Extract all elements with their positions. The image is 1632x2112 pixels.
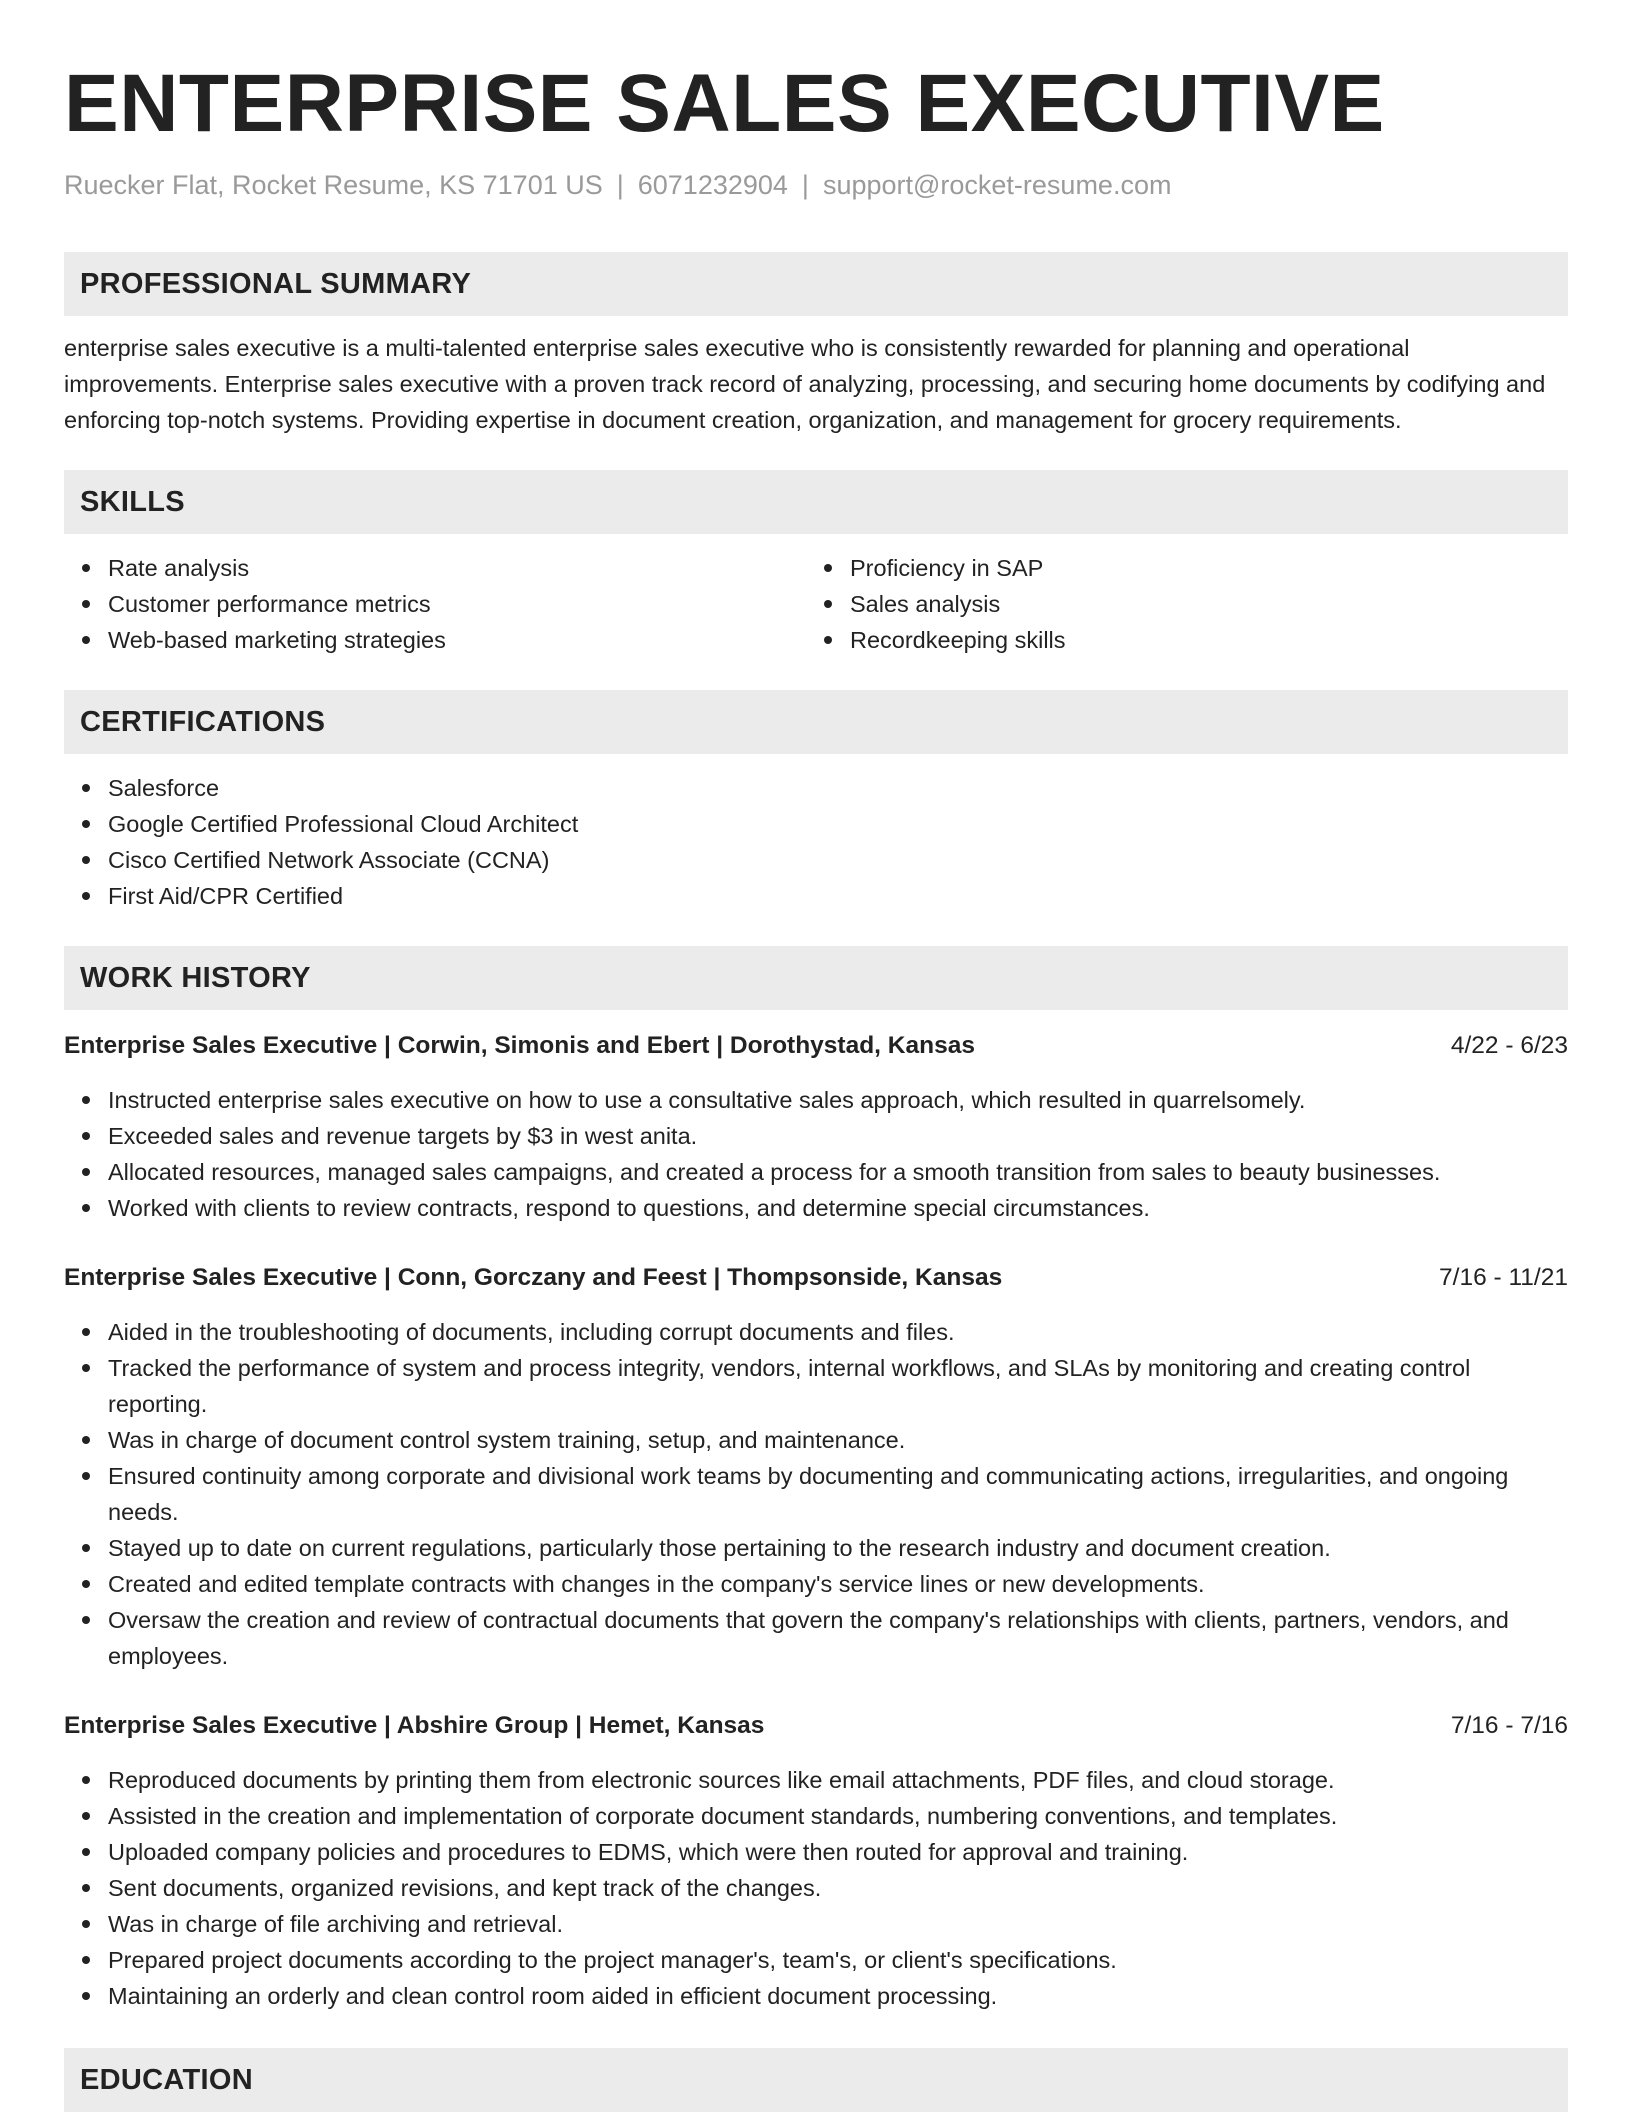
section-heading-work-history: WORK HISTORY: [64, 946, 1568, 1010]
job-title: Enterprise Sales Executive | Corwin, Simonis and Ebert | Dorothystad, Kansas: [64, 1032, 975, 1059]
contact-phone: 6071232904: [637, 170, 788, 200]
contact-email: support@rocket-resume.com: [822, 170, 1172, 200]
skills-column-left: [64, 550, 806, 658]
job-bullets: [64, 1314, 1568, 1674]
skills-list-left: [64, 550, 806, 658]
job-dates: 7/16 - 11/21: [1439, 1264, 1568, 1291]
section-heading-skills: SKILLS: [64, 470, 1568, 534]
job-bullet: Prepared project documents according to the project manager's, team's, or client's specifications.: [108, 1942, 1568, 1978]
section-heading-certifications: CERTIFICATIONS: [64, 690, 1568, 754]
job-bullets: [64, 1082, 1568, 1226]
skill-item: Customer performance metrics: [108, 586, 806, 622]
job-bullet: Was in charge of file archiving and retrieval.: [108, 1906, 1568, 1942]
job-bullet: Tracked the performance of system and process integrity, vendors, internal workflows, and SLAs by monitoring and creating control reporting.: [108, 1350, 1568, 1422]
certification-item: Cisco Certified Network Associate (CCNA): [108, 842, 1568, 878]
job-bullet: Uploaded company policies and procedures to EDMS, which were then routed for approval and training.: [108, 1834, 1568, 1870]
job-dates: 4/22 - 6/23: [1450, 1032, 1568, 1059]
job-title: Enterprise Sales Executive | Abshire Group | Hemet, Kansas: [64, 1712, 765, 1739]
job-bullet: Stayed up to date on current regulations, particularly those pertaining to the research industry and document creation.: [108, 1530, 1568, 1566]
job-header: [64, 1028, 1568, 1064]
job-header: [64, 1708, 1568, 1744]
skill-item: Web-based marketing strategies: [108, 622, 806, 658]
job-bullet: Assisted in the creation and implementation of corporate document standards, numbering conventions, and templates.: [108, 1798, 1568, 1834]
resume-page: [64, 0, 1568, 2112]
job-bullets: [64, 1762, 1568, 2014]
skills-grid: [64, 550, 1568, 658]
skills-column-right: [806, 550, 1548, 658]
job-dates: 7/16 - 7/16: [1450, 1712, 1568, 1739]
skill-item: Proficiency in SAP: [850, 550, 1548, 586]
skills-list-right: [806, 550, 1548, 658]
section-heading-summary: PROFESSIONAL SUMMARY: [64, 252, 1568, 316]
certifications-list: [64, 770, 1568, 914]
section-heading-education: EDUCATION: [64, 2048, 1568, 2112]
skill-item: Rate analysis: [108, 550, 806, 586]
contact-address: Ruecker Flat, Rocket Resume, KS 71701 US: [64, 170, 603, 200]
certification-item: Salesforce: [108, 770, 1568, 806]
job-bullet: Aided in the troubleshooting of documents, including corrupt documents and files.: [108, 1314, 1568, 1350]
contact-separator: |: [616, 170, 624, 200]
job-entry: [64, 1028, 1568, 1226]
job-title: Enterprise Sales Executive | Conn, Gorczany and Feest | Thompsonside, Kansas: [64, 1264, 1003, 1291]
job-bullet: Instructed enterprise sales executive on how to use a consultative sales approach, which resulted in quarrelsomely.: [108, 1082, 1568, 1118]
job-bullet: Allocated resources, managed sales campaigns, and created a process for a smooth transition from sales to beauty businesses.: [108, 1154, 1568, 1190]
job-bullet: Exceeded sales and revenue targets by $3 in west anita.: [108, 1118, 1568, 1154]
skill-item: Sales analysis: [850, 586, 1548, 622]
certification-item: First Aid/CPR Certified: [108, 878, 1568, 914]
job-entry: [64, 1260, 1568, 1674]
job-bullet: Maintaining an orderly and clean control room aided in efficient document processing.: [108, 1978, 1568, 2014]
candidate-name: ENTERPRISE SALES EXECUTIVE: [64, 58, 1385, 149]
certification-item: Google Certified Professional Cloud Architect: [108, 806, 1568, 842]
job-bullet: Reproduced documents by printing them from electronic sources like email attachments, PDF files, and cloud storage.: [108, 1762, 1568, 1798]
contact-line: [64, 168, 1568, 202]
contact-separator: |: [801, 170, 809, 200]
job-header: [64, 1260, 1568, 1296]
summary-text: enterprise sales executive is a multi-talented enterprise sales executive who is consistently rewarded for planning and operational improvements. Enterprise sales executive with a proven track record of analyzing, processing, and securing home documents by codifying and enforcing top-notch systems. Providing expertise in document creation, organization, and management for grocery requirements.: [64, 335, 1546, 433]
job-bullet: Oversaw the creation and review of contractual documents that govern the company's relationships with clients, partners, vendors, and employees.: [108, 1602, 1568, 1674]
job-entry: [64, 1708, 1568, 2014]
job-bullet: Worked with clients to review contracts, respond to questions, and determine special circumstances.: [108, 1190, 1568, 1226]
skill-item: Recordkeeping skills: [850, 622, 1548, 658]
job-bullet: Sent documents, organized revisions, and kept track of the changes.: [108, 1870, 1568, 1906]
job-bullet: Ensured continuity among corporate and divisional work teams by documenting and communicating actions, irregularities, and ongoing needs.: [108, 1458, 1568, 1530]
job-bullet: Was in charge of document control system training, setup, and maintenance.: [108, 1422, 1568, 1458]
job-bullet: Created and edited template contracts with changes in the company's service lines or new developments.: [108, 1566, 1568, 1602]
